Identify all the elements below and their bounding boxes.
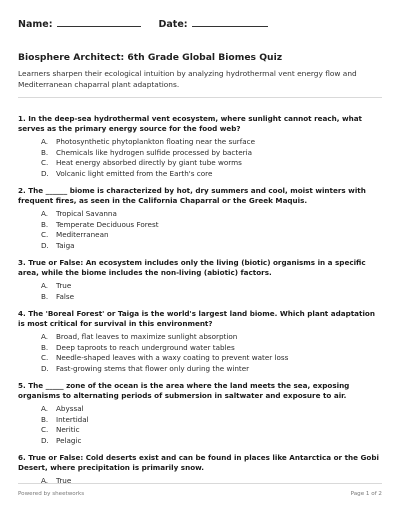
date-label: Date:	[158, 19, 188, 30]
question-text: 6. True or False: Cold deserts exist and can be found in places like Antarctica or the Gobi Desert, where precipitation is primarily snow.	[18, 453, 379, 473]
answer-option	[18, 425, 384, 436]
option-letter: A.	[41, 209, 49, 219]
question-item	[18, 258, 384, 302]
answer-options	[18, 476, 384, 487]
footer-divider	[18, 483, 382, 484]
question-list	[18, 114, 384, 493]
option-text: True	[56, 281, 72, 291]
question-item	[18, 381, 384, 447]
answer-options	[18, 137, 384, 179]
answer-option	[18, 292, 384, 303]
option-text: Deep taproots to reach underground water tables	[56, 342, 235, 352]
answer-option	[18, 281, 384, 292]
option-letter: A.	[41, 404, 49, 414]
answer-option	[18, 415, 384, 426]
option-letter: B.	[41, 219, 49, 229]
answer-option	[18, 230, 384, 241]
answer-option	[18, 404, 384, 415]
answer-option	[18, 332, 384, 343]
option-letter: B.	[41, 291, 49, 301]
question-text: 3. True or False: An ecosystem includes only the living (biotic) organisms in a specific area, while the biome includes the non-living (abiotic) factors.	[18, 258, 366, 278]
option-text: Tropical Savanna	[56, 209, 117, 219]
option-letter: D.	[41, 168, 49, 178]
answer-option	[18, 148, 384, 159]
answer-options	[18, 281, 384, 302]
answer-option	[18, 353, 384, 364]
option-text: Broad, flat leaves to maximize sunlight absorption	[56, 332, 238, 342]
option-text: Heat energy absorbed directly by giant tube worms	[56, 158, 242, 168]
question-text: 1. In the deep-sea hydrothermal vent ecosystem, where sunlight cannot reach, what serves as the primary energy source for the food web?	[18, 114, 362, 134]
answer-option	[18, 343, 384, 354]
option-letter: A.	[41, 137, 49, 147]
answer-options	[18, 209, 384, 251]
answer-option	[18, 158, 384, 169]
answer-options	[18, 404, 384, 446]
option-text: Volcanic light emitted from the Earth's core	[56, 168, 213, 178]
option-text: False	[56, 291, 75, 301]
question-item	[18, 309, 384, 375]
option-letter: C.	[41, 230, 49, 240]
question-item	[18, 453, 384, 487]
footer-credit: Powered by sheetworks	[18, 491, 85, 497]
option-text: Chemicals like hydrogen sulfide processed by bacteria	[56, 147, 252, 157]
question-text: 4. The 'Boreal Forest' or Taiga is the world's largest land biome. Which plant adaptation is most critical for survival in this environment?	[18, 309, 375, 329]
option-text: Taiga	[56, 241, 75, 251]
question-item	[18, 186, 384, 252]
answer-option	[18, 220, 384, 231]
name-label: Name:	[18, 19, 53, 30]
option-letter: B.	[41, 147, 49, 157]
option-letter: C.	[41, 158, 49, 168]
question-text: 2. The ______ biome is characterized by hot, dry summers and cool, moist winters with frequent fires, as seen in the California Chaparral or the Greek Maquis.	[18, 186, 366, 206]
option-text: Pelagic	[56, 436, 82, 446]
answer-option	[18, 169, 384, 180]
page-title: Biosphere Architect: 6th Grade Global Biomes Quiz	[18, 52, 283, 63]
option-text: Neritic	[56, 425, 80, 435]
answer-option	[18, 364, 384, 375]
option-letter: D.	[41, 436, 49, 446]
option-letter: B.	[41, 342, 49, 352]
header-divider	[18, 97, 382, 98]
option-text: Temperate Deciduous Forest	[56, 219, 159, 229]
option-text: Abyssal	[56, 404, 84, 414]
option-letter: A.	[41, 476, 49, 486]
question-text: 5. The _____ zone of the ocean is the area where the land meets the sea, exposing organisms to alternating periods of submersion in saltwater and exposure to air.	[18, 381, 350, 401]
option-letter: A.	[41, 332, 49, 342]
answer-option	[18, 137, 384, 148]
name-blank-line	[57, 17, 141, 27]
option-letter: C.	[41, 425, 49, 435]
option-letter: C.	[41, 353, 49, 363]
page-number: Page 1 of 2	[350, 491, 382, 497]
answer-option	[18, 241, 384, 252]
option-text: Mediterranean	[56, 230, 109, 240]
date-blank-line	[192, 17, 268, 27]
option-text: Needle-shaped leaves with a waxy coating to prevent water loss	[56, 353, 289, 363]
option-text: Photosynthetic phytoplankton floating near the surface	[56, 137, 256, 147]
option-letter: A.	[41, 281, 49, 291]
question-item	[18, 114, 384, 180]
option-text: Fast-growing stems that flower only during the winter	[56, 363, 250, 373]
answer-option	[18, 209, 384, 220]
student-info-header	[18, 17, 268, 30]
answer-option	[18, 476, 384, 487]
option-letter: B.	[41, 414, 49, 424]
option-text: True	[56, 476, 72, 486]
option-text: Intertidal	[56, 414, 89, 424]
option-letter: D.	[41, 241, 49, 251]
answer-options	[18, 332, 384, 374]
option-letter: D.	[41, 363, 49, 373]
intro-text: Learners sharpen their ecological intuition by analyzing hydrothermal vent energy flow and Mediterranean chaparral plant adaptations.	[18, 69, 357, 89]
answer-option	[18, 436, 384, 447]
